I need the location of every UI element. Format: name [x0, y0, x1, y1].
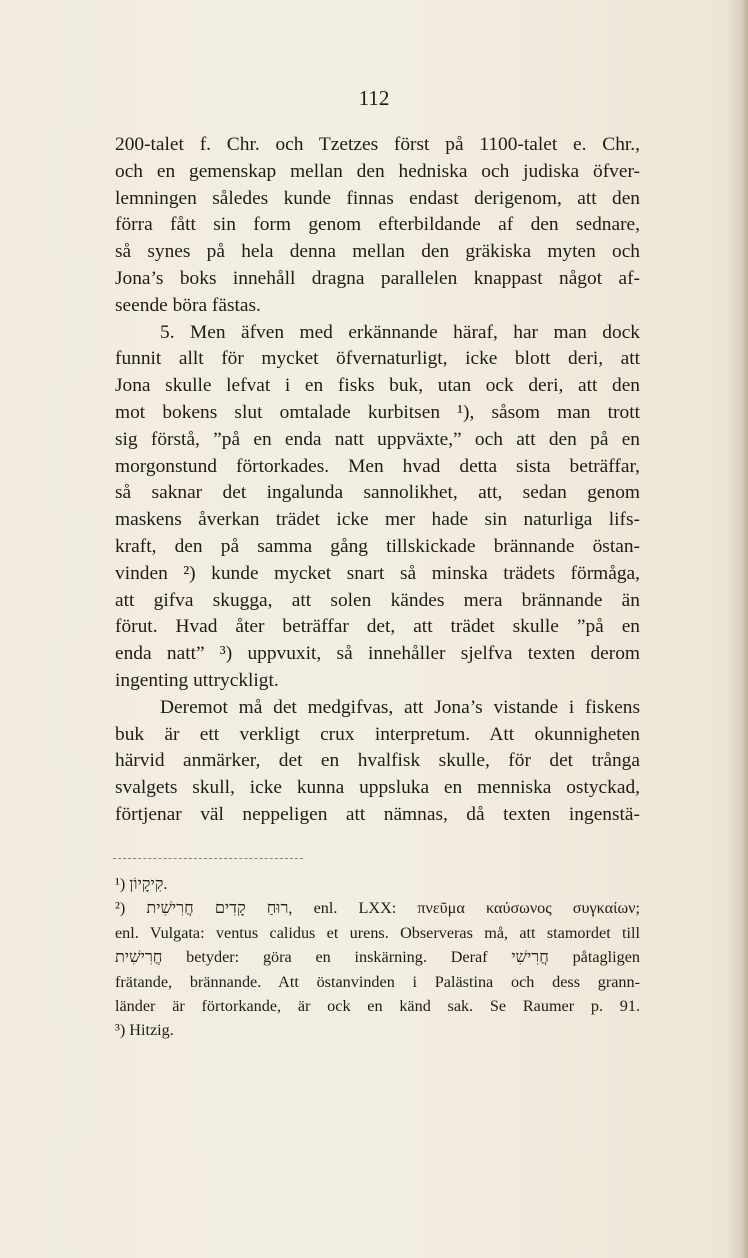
footnote-line: enl. Vulgata: ventus calidus et urens. Observeras må, att stamordet till [115, 923, 640, 942]
footnotes [115, 872, 640, 1043]
text-line: 5. Men äfven med erkännande häraf, har man dock [160, 321, 640, 343]
footnote-line: ³) Hitzig. [115, 1021, 174, 1040]
text-line: förra fått sin form genom efterbildande af den sednare, [115, 214, 640, 236]
text-line: vinden ²) kunde mycket snart så minska trädets förmåga, [115, 562, 640, 584]
text-line: mot bokens slut omtalade kurbitsen ¹), såsom man trott [115, 401, 640, 423]
text-line: Deremot må det medgifvas, att Jona’s vistande i fiskens [160, 696, 640, 718]
footnote-line: länder är förtorkande, är ock en känd sak. Se Raumer p. 91. [115, 996, 640, 1015]
text-line: så synes på hela denna mellan den gräkiska myten och [115, 241, 640, 263]
text-line: buk är ett verkligt crux interpretum. Att okunnigheten [115, 723, 640, 745]
footnote-line: חֲרִישִׁית betyder: göra en inskärning. Deraf חֲרִישִׁי påtagligen [115, 948, 640, 967]
text-line: enda natt” ³) uppvuxit, så innehåller sjelfva texten derom [115, 643, 640, 665]
page-number: 112 [358, 86, 390, 110]
text-line: att gifva skugga, att solen kändes mera brännande än [115, 589, 640, 611]
footnote-line: ¹) קִיקָיוֹן. [115, 875, 168, 893]
text-line: och en gemenskap mellan den hedniska och judiska öfver- [115, 160, 640, 182]
text-line: funnit allt för mycket öfvernaturligt, icke blott deri, att [115, 348, 640, 370]
text-line: härvid anmärker, det en hvalfisk skulle, för det trånga [115, 750, 640, 772]
footnote-divider [113, 858, 303, 859]
text-line: ingenting uttryckligt. [115, 669, 279, 691]
text-line: seende böra fästas. [115, 294, 261, 316]
text-line: så saknar det ingalunda sannolikhet, att, sedan genom [115, 482, 640, 504]
text-line: svalgets skull, icke kunna uppsluka en menniska ostyckad, [115, 777, 640, 799]
body-text [115, 132, 640, 829]
text-line: förtjenar väl neppeligen att nämnas, då texten ingenstä- [115, 803, 640, 825]
text-line: morgonstund förtorkades. Men hvad detta sista beträffar, [115, 455, 640, 477]
footnote-line: ²) רוּחַ קָדִים חֲרִישִׁית, enl. LXX: πνεῦμα καύσωνος συγκαίων; [115, 899, 640, 918]
text-line: Jona’s boks innehåll dragna parallelen knappast något af- [115, 267, 640, 289]
text-line: förut. Hvad åter beträffar det, att trädet skulle ”på en [115, 616, 640, 638]
text-line: Jona skulle lefvat i en fisks buk, utan ock deri, att den [115, 375, 640, 397]
text-line: 200-talet f. Chr. och Tzetzes först på 1100-talet e. Chr., [115, 134, 640, 155]
text-line: maskens åverkan trädet icke mer hade sin naturliga lifs- [115, 509, 640, 531]
text-line: sig förstå, ”på en enda natt uppväxte,” och att den på en [115, 428, 640, 450]
footnote-line: frätande, brännande. Att östanvinden i Palästina och dess grann- [115, 972, 640, 991]
page-edge [742, 0, 748, 1258]
text-line: kraft, den på samma gång tillskickade brännande östan- [115, 535, 640, 557]
text-line: lemningen således kunde finnas endast derigenom, att den [115, 187, 640, 209]
